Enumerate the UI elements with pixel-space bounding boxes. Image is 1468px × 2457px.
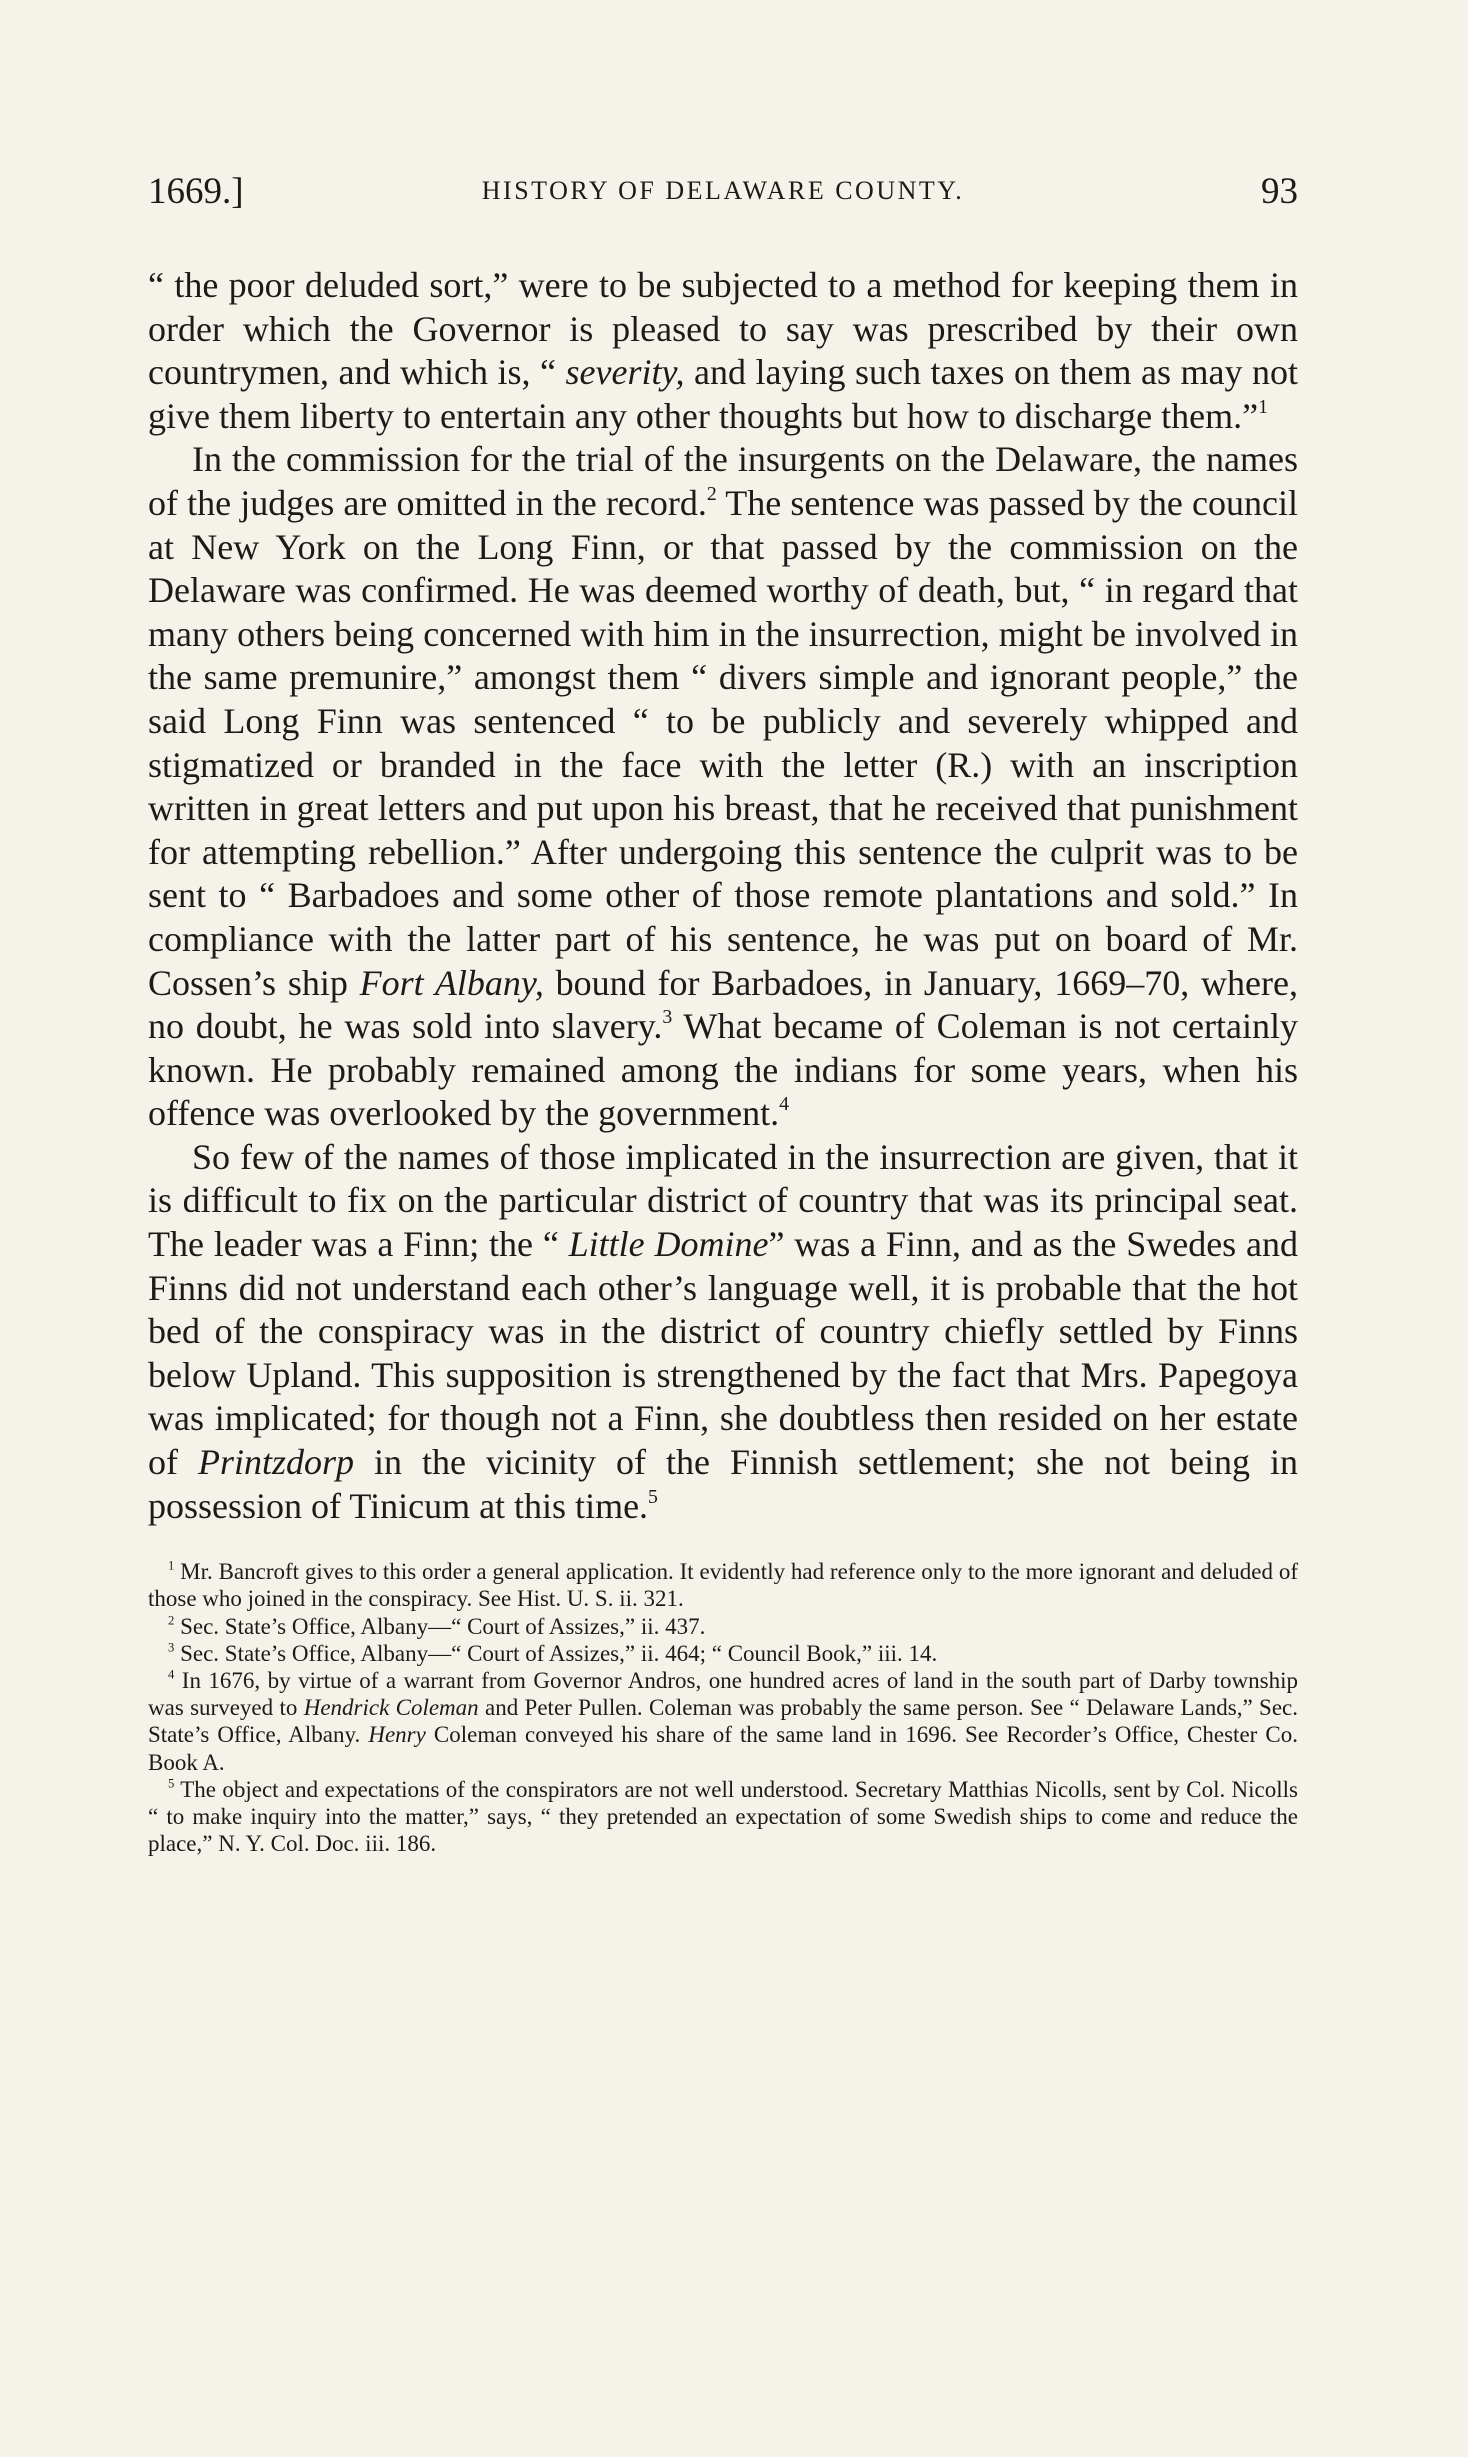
header-year: 1669.] <box>148 171 244 212</box>
footnote-mark: 2 <box>168 1613 175 1628</box>
footnote-text: Coleman conveyed his share of the same land in 1696. See Recorder’s Office, Chester Co. Book A. <box>148 1722 1298 1775</box>
text-run: What became of Coleman is not certainly known. He probably remained among the indians for some years, when his offence was overlooked by the government. <box>148 1006 1298 1134</box>
text-run: in the vicinity of the Finnish settlement; she not being in possession of Tinicum at this time. <box>148 1442 1298 1526</box>
footnote-5 <box>148 1776 1298 1858</box>
footnote-3 <box>148 1640 1298 1667</box>
italic-run: Printzdorp <box>198 1442 355 1483</box>
text-run: bound for Barbadoes, in January, 1669–70, where, no doubt, he was sold into slavery. <box>148 962 1298 1047</box>
footnote-ref: 4 <box>779 1093 790 1116</box>
footnote-mark: 5 <box>168 1776 175 1791</box>
footnotes <box>148 1558 1298 1857</box>
text-run: So few of the names of those implicated in the insurrection are given, that it is difficult to fix on the particular district of country that was its principal seat. The leader was a Finn; the “ <box>148 1136 1298 1265</box>
text-run: “ the poor deluded sort,” were to be subjected to a method for keeping them in order which the Governor is pleased to say was prescribed by their own countrymen, and which is, “ <box>148 265 1298 393</box>
footnote-2 <box>148 1613 1298 1640</box>
italic-run: Henry <box>368 1722 426 1748</box>
footnote-ref: 1 <box>1258 395 1268 418</box>
footnote-1 <box>148 1558 1298 1612</box>
paragraph-1 <box>148 264 1298 438</box>
footnote-text: Mr. Bancroft gives to this order a general application. It evidently had reference only to the more ignorant and deluded of those who joined in the conspiracy. See Hist. U. S. ii. 321. <box>148 1559 1298 1612</box>
text-run: ” was a Finn, and as the Swedes and Finns did not understand each other’s language well, it is probable that the hot bed of the conspiracy was in the district of country chiefly settled by Finns below Upland. This supposition is strengthened by the fact that Mrs. Papegoya was implicated; for though not a Finn, she doubtless then resided on her estate of <box>148 1224 1299 1483</box>
body-text <box>148 264 1298 1528</box>
footnote-ref: 2 <box>706 483 717 506</box>
footnote-text: Sec. State’s Office, Albany—“ Court of Assizes,” ii. 464; “ Council Book,” iii. 14. <box>174 1640 938 1666</box>
footnote-text: In 1676, by virtue of a warrant from Governor Andros, one hundred acres of land in the south part of Darby township was surveyed to <box>148 1668 1298 1721</box>
footnote-ref: 5 <box>648 1485 658 1508</box>
italic-run: severity, <box>565 352 685 393</box>
footnote-mark: 3 <box>168 1640 175 1655</box>
book-page <box>148 170 1298 1857</box>
italic-run: Little Domine <box>568 1224 769 1265</box>
footnote-4 <box>148 1667 1298 1776</box>
italic-run: Fort Albany, <box>359 962 544 1003</box>
page-header <box>148 170 1298 230</box>
footnote-ref: 3 <box>662 1006 673 1029</box>
footnote-mark: 4 <box>168 1667 175 1682</box>
footnote-mark: 1 <box>168 1558 175 1573</box>
footnote-text: Sec. State’s Office, Albany—“ Court of Assizes,” ii. 437. <box>174 1613 706 1639</box>
paragraph-3 <box>148 1136 1298 1528</box>
text-run: In the commission for the trial of the insurgents on the Delaware, the names of the judges are omitted in the record. <box>148 439 1298 523</box>
page-number: 93 <box>1261 171 1298 212</box>
text-run: The sentence was passed by the council at New York on the Long Finn, or that passed by the commission on the Delaware was confirmed. He was deemed worthy of death, but, “ in regard that many others being concerned with him in the insurrection, might be involved in the same premunire,” amongst them “ divers simple and ignorant people,” the said Long Finn was sentenced “ to be publicly and severely whipped and stigmatized or branded in the face with the letter (R.) with an inscription written in great letters and put upon his breast, that he received that punishment for attempting rebellion.” After undergoing this sentence the culprit was to be sent to “ Barbadoes and some other of those remote plantations and sold.” In compliance with the latter part of his sentence, he was put on board of Mr. Cossen’s ship <box>148 482 1299 1003</box>
footnote-text: and Peter Pullen. Coleman was probably the same person. See “ Delaware Lands,” Sec. State’s Office, Albany. <box>148 1695 1298 1748</box>
text-run: and laying such taxes on them as may not give them liberty to entertain any other thoughts but how to discharge them.” <box>148 352 1298 436</box>
running-head: HISTORY OF DELAWARE COUNTY. <box>481 176 965 205</box>
paragraph-2 <box>148 438 1298 1136</box>
italic-run: Hendrick Coleman <box>303 1695 479 1721</box>
footnote-text: The object and expectations of the conspirators are not well understood. Secretary Matthias Nicolls, sent by Col. Nicolls “ to make inquiry into the matter,” says, “ they pretended an expectation of some Swedish ships to come and reduce the place,” N. Y. Col. Doc. iii. 186. <box>148 1776 1298 1857</box>
